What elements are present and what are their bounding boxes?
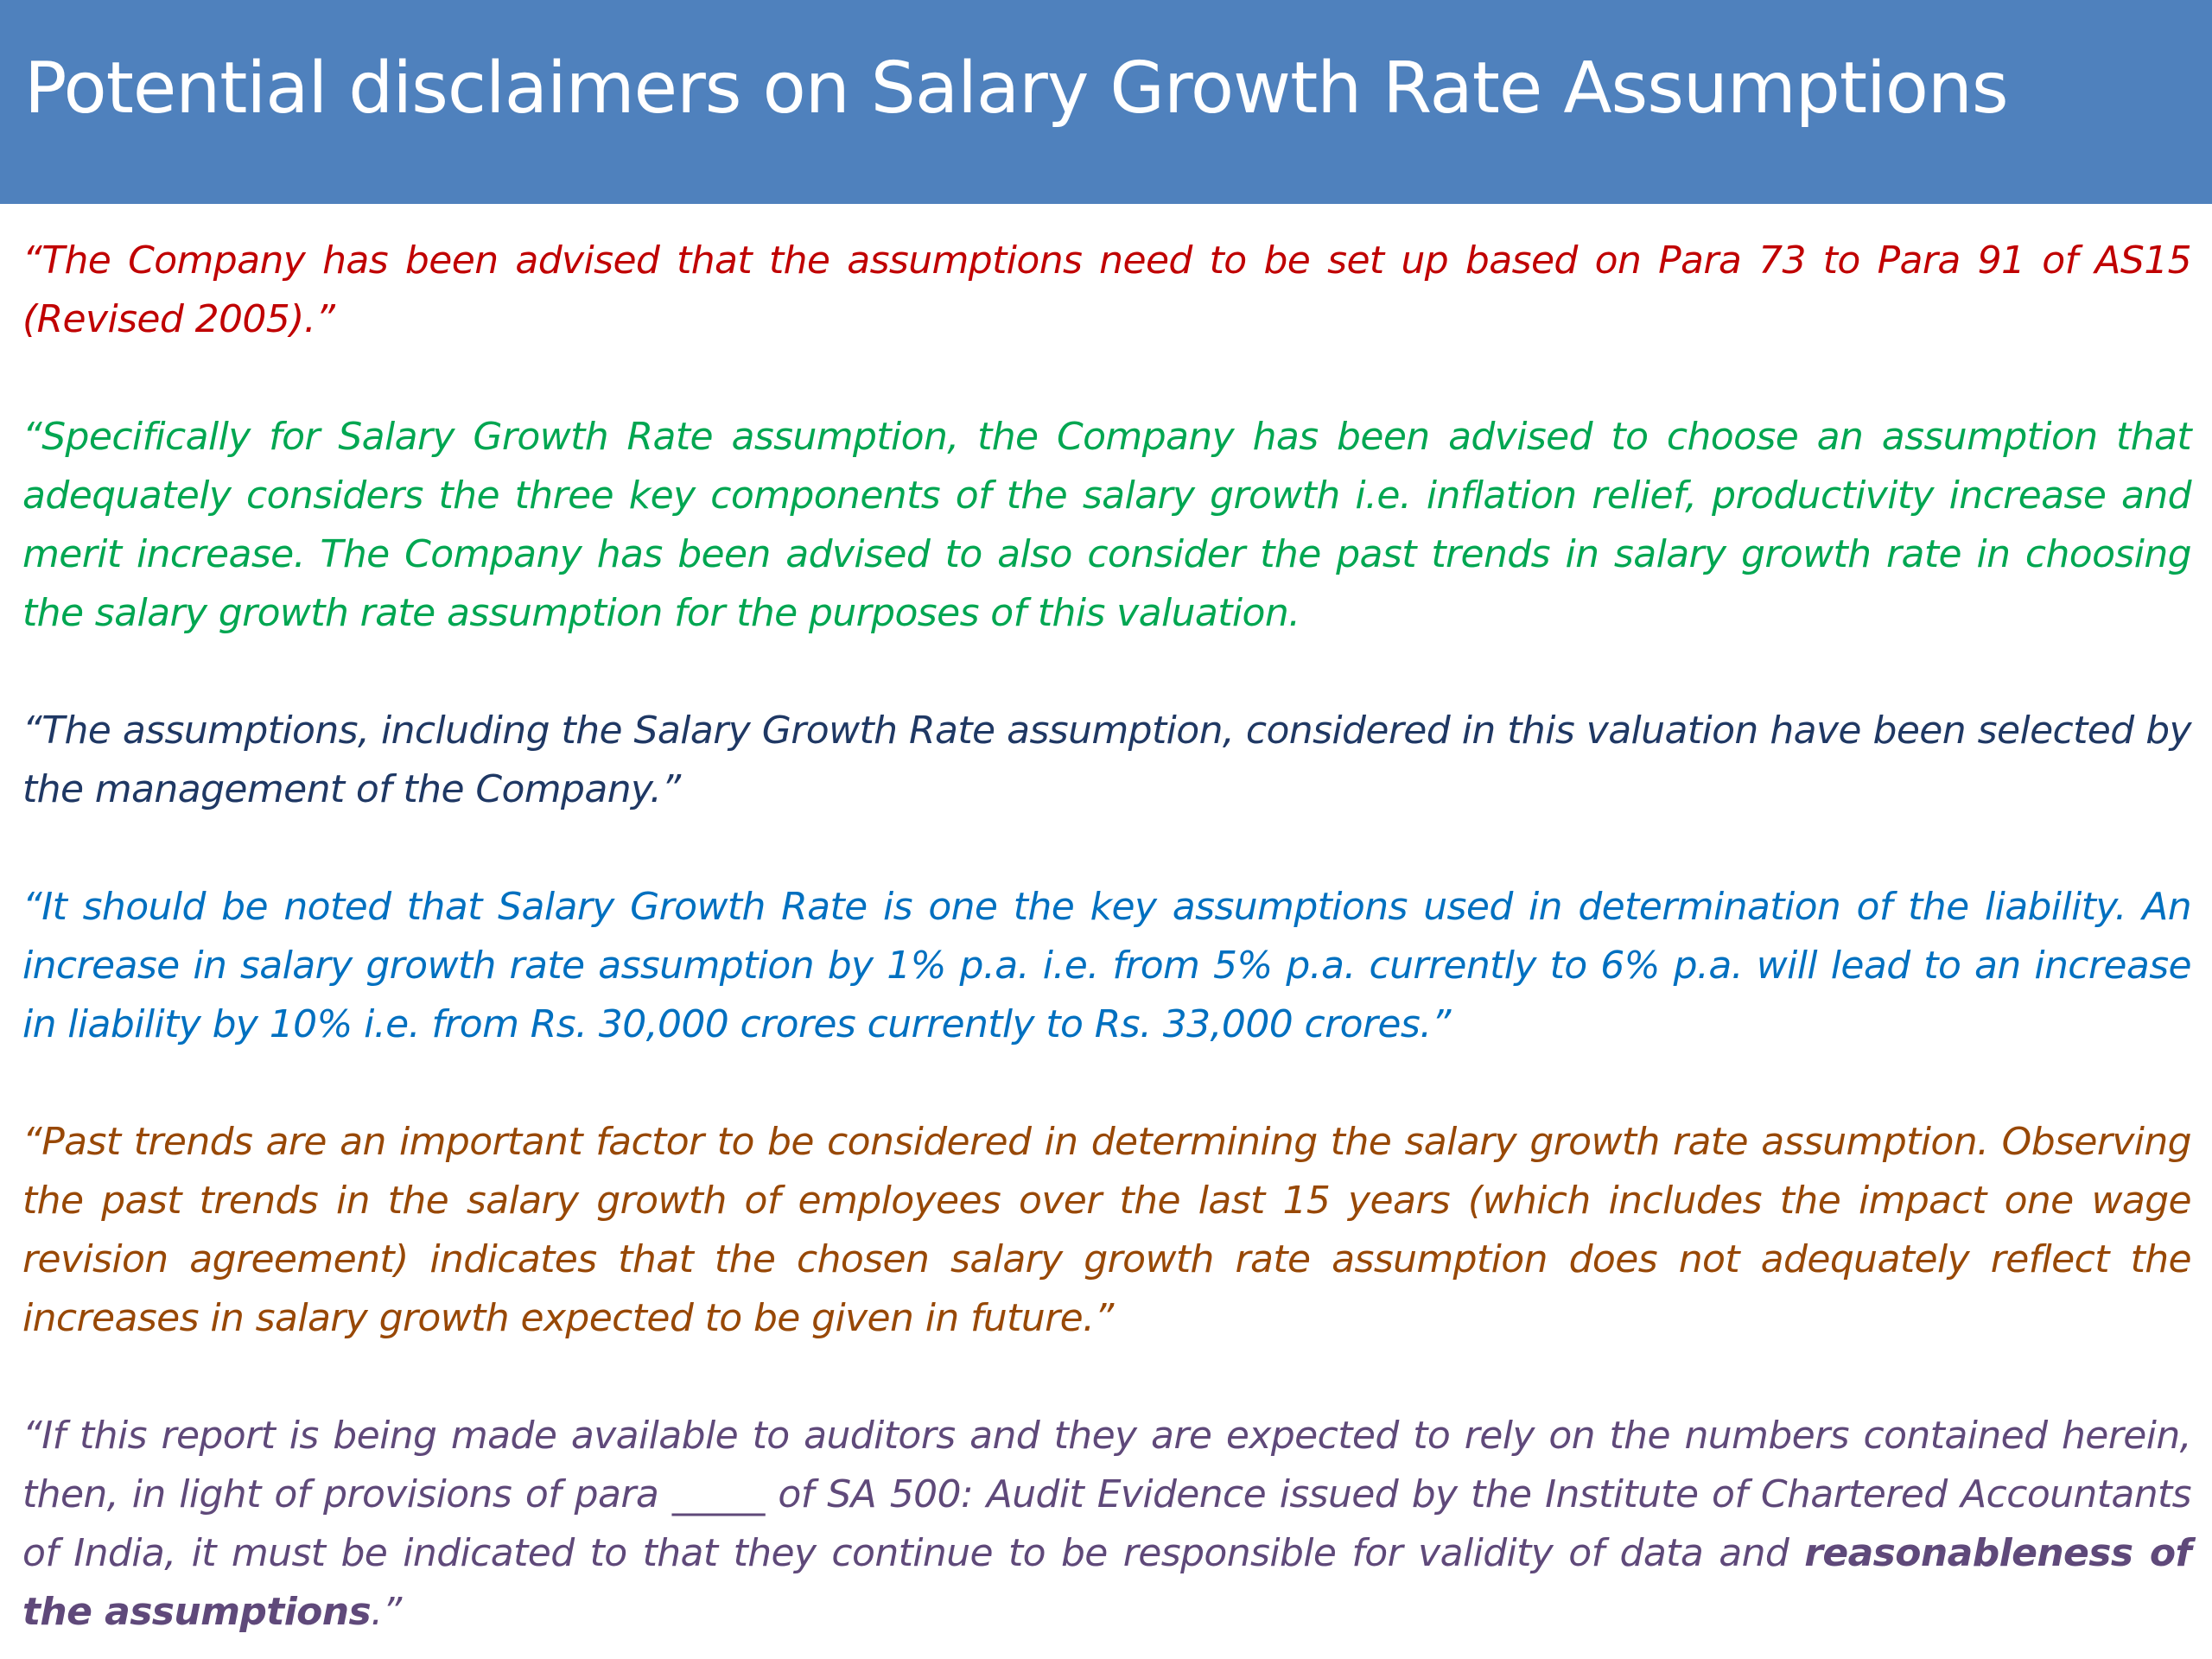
disclaimer-list: [22, 232, 2191, 1642]
page-title: Potential disclaimers on Salary Growth Rate Assumptions: [24, 48, 2008, 130]
disclaimer-salary-growth-components: “Specifically for Salary Growth Rate assumption, the Company has been advised to choose an assumption that adequately considers the three key components of the salary growth i.e. inflation relief, productivity increase and merit increase. The Company has been advised to also consider the past trends in salary growth rate in choosing the salary growth rate assumption for the purposes of this valuation.: [22, 415, 2191, 635]
disclaimer-management-selection: “The assumptions, including the Salary Growth Rate assumption, considered in this valuation have been selected by the management of the Company.”: [22, 709, 2191, 811]
disclaimer-auditors-text: “If this report is being made available to auditors and they are expected to rely on the numbers contained herein, then, in light of provisions of para _____ of SA 500: Audit Evidence issued by the Institute of Chartered Accountants of India, it must be indicated to that they continue to be responsible for validity of data and: [22, 1414, 2191, 1575]
title-bar: [0, 0, 2212, 204]
disclaimer-as15: “The Company has been advised that the assumptions need to be set up based on Para 73 to Para 91 of AS15 (Revised 2005).”: [22, 238, 2191, 341]
disclaimer-auditors-emphasis: reasonableness of the assumptions: [22, 1531, 2191, 1634]
disclaimer-auditors-end: .”: [371, 1590, 402, 1634]
disclaimer-auditors: [22, 1407, 2191, 1642]
disclaimer-past-trends: “Past trends are an important factor to be considered in determining the salary growth rate assumption. Observing the past trends in the salary growth of employees over the last 15 years (which includes the impact one wage revision agreement) indicates that the chosen salary growth rate assumption does not adequately reflect the increases in salary growth expected to be given in future.”: [22, 1120, 2191, 1340]
disclaimer-liability-sensitivity: “It should be noted that Salary Growth Rate is one the key assumptions used in determination of the liability. An increase in salary growth rate assumption by 1% p.a. i.e. from 5% p.a. currently to 6% p.a. will lead to an increase in liability by 10% i.e. from Rs. 30,000 crores currently to Rs. 33,000 crores.”: [22, 885, 2191, 1046]
